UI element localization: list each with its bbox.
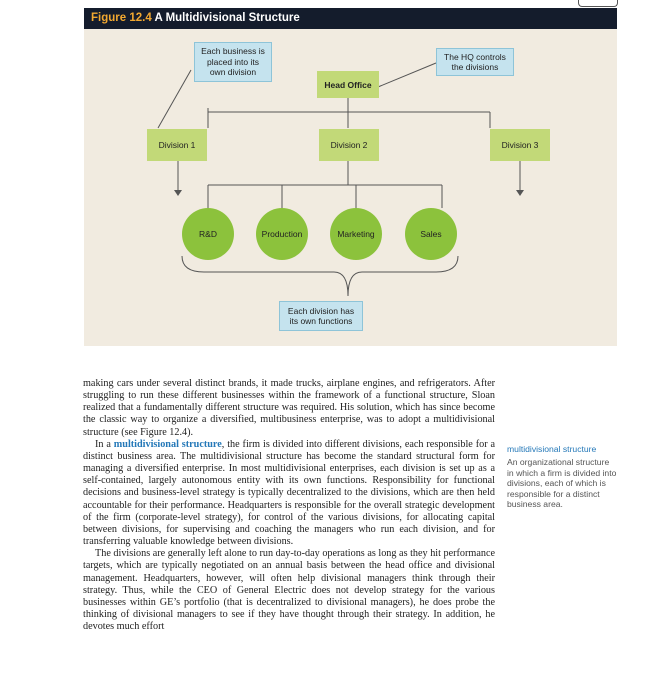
paragraph-2: In a multidivisional structure, the firm is divided into different divisions, each responsible for a distinct business area. The multidivisional structure has become the standard structural form for managing a diversified enterprise. In most multidivisional enterprises, each division is set up as a self-contained, largely autonomous entity with its own functions. Responsibility for functional decisions and business-level strategy is typically decentralized to the divisions, which are then held accountable for their performance. Headquarters is responsible for the overall strategic development of the firm (corporate-level strategy), for control of the various divisions, for allocating capital between divisions, for supervising and coaching the managers who run each division, and for transferring valuable knowledge between divisions. (83, 438, 495, 548)
connector-lines (84, 8, 617, 346)
function-circle-marketing: Marketing (330, 208, 382, 260)
division-box-1: Division 1 (147, 129, 207, 161)
bracket-functions (182, 256, 458, 296)
function-circle-production: Production (256, 208, 308, 260)
paragraph-3: The divisions are generally left alone to run day-to-day operations as long as they hit performance targets, which are typically negotiated on an annual basis between the head office and divisional management. Headquarters, however, will often help divisional managers think through their strategy. Thus, while the CEO of General Electric does not develop strategy for the various businesses within GE’s portfolio (that is decentralized to divisional managers), he does probe the thinking of divisional managers to see if they have thought through their strategy. In addition, he devotes much effort (83, 548, 495, 633)
figure-number: Figure 12.4 (91, 12, 152, 24)
callout-hq-controls: The HQ controls the divisions (436, 48, 514, 76)
function-circle-rnd: R&D (182, 208, 234, 260)
function-circle-sales: Sales (405, 208, 457, 260)
margin-term: multidivisional structure (507, 444, 597, 454)
callout-own-functions: Each division has its own functions (279, 301, 363, 331)
figure-title: A Multidivisional Structure (154, 12, 300, 24)
paragraph-1: making cars under several distinct brands, it made trucks, airplane engines, and refrigerators. After struggling to run these different businesses within the framework of a functional structure, Sloan realized that a fundamentally different structure was required. His solution, which has since become the classic way to organize a diversified, multibusiness enterprise, was to adopt a multidivisional structure (see Figure 12.4). (83, 378, 495, 438)
head-office-box: Head Office (317, 71, 379, 98)
callout-each-business: Each business is placed into its own division (194, 42, 272, 82)
arrowhead-division1 (174, 190, 182, 196)
margin-definition (507, 444, 617, 509)
arrowhead-division3 (516, 190, 524, 196)
page-corner-tab (578, 0, 618, 7)
margin-definition-text: An organizational structure in which a firm is divided into divisions, each of which is responsible for a distinct business area. (507, 457, 617, 510)
body-text (83, 378, 495, 633)
leader-line-each-business (158, 70, 191, 128)
key-term-multidivisional: multidivisional structure (113, 438, 222, 450)
figure-multidivisional-structure (84, 8, 617, 346)
division-box-2: Division 2 (319, 129, 379, 161)
division-box-3: Division 3 (490, 129, 550, 161)
leader-line-hq (378, 63, 436, 87)
